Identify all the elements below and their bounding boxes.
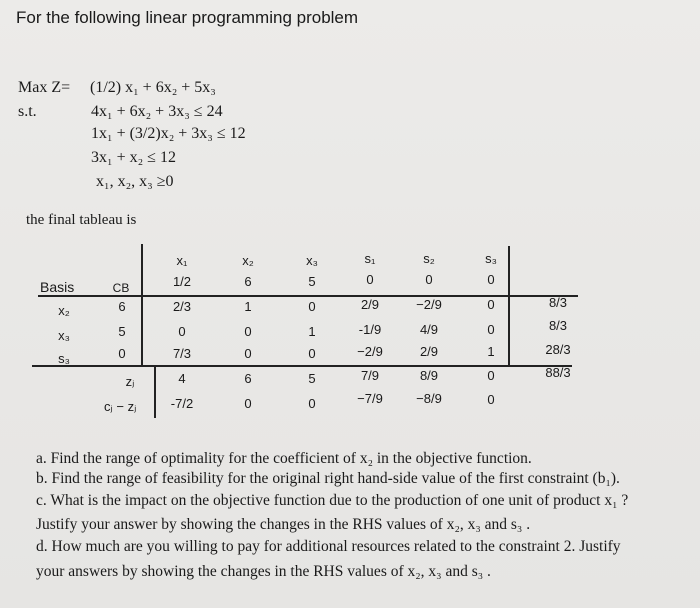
- row2-s1: -1/9: [358, 322, 382, 337]
- zj-s1: 7/9: [360, 368, 380, 383]
- row2-cb: 5: [118, 324, 126, 339]
- row3-cb: 0: [118, 346, 126, 361]
- header-x1: x₁: [176, 253, 188, 268]
- row1-s3: 0: [487, 297, 495, 312]
- row3-basis: s₃: [58, 351, 70, 366]
- row2-rhs: 8/3: [548, 318, 568, 333]
- row1-s2: −2/9: [416, 297, 442, 312]
- row1-s1: 2/9: [360, 297, 380, 312]
- zj-x1: 4: [178, 371, 186, 386]
- basis-header: Basis: [40, 279, 75, 295]
- row1-basis: x₂: [58, 303, 70, 318]
- cjzj-x2: 0: [244, 396, 252, 411]
- row1-rhs: 8/3: [548, 295, 568, 310]
- row3-s2: 2/9: [419, 344, 439, 359]
- row2-x2: 0: [244, 324, 252, 339]
- zj-s2: 8/9: [419, 368, 439, 383]
- row2-x3: 1: [308, 324, 316, 339]
- header-x3: x₃: [306, 253, 318, 268]
- cjzj-s2: −8/9: [416, 391, 442, 406]
- header-s3: s₃: [485, 251, 497, 266]
- cjzj-x1: -7/2: [170, 396, 194, 411]
- row3-s3: 1: [487, 344, 495, 359]
- row3-x3: 0: [308, 346, 316, 361]
- tableau-body-rule: [32, 365, 572, 367]
- row1-x2: 1: [244, 299, 252, 314]
- row2-x1: 0: [178, 324, 186, 339]
- cj-x2: 6: [244, 274, 252, 289]
- zj-x3: 5: [308, 371, 316, 386]
- question-b: b. Find the range of feasibility for the original right hand-side value of the first constraint (b₁).: [36, 470, 620, 487]
- constraint-2: 1x₁ + (3/2)x₂ + 3x₃ ≤ 12: [91, 125, 246, 142]
- question-c-line1: c. What is the impact on the objective function due to the production of one unit of product x₁ ?: [36, 492, 629, 509]
- row1-x3: 0: [308, 299, 316, 314]
- row3-s1: −2/9: [357, 344, 383, 359]
- cj-x1: 1/2: [172, 274, 192, 289]
- cjzj-s1: −7/9: [357, 391, 383, 406]
- subject-to-label: s.t.: [18, 103, 37, 120]
- zj-label: zⱼ: [125, 374, 135, 389]
- problem-heading: For the following linear programming problem: [16, 8, 359, 27]
- row3-x1: 7/3: [172, 346, 192, 361]
- row3-rhs: 28/3: [545, 342, 571, 357]
- question-d-line1: d. How much are you willing to pay for additional resources related to the constraint 2. Justify: [36, 538, 621, 555]
- row2-s3: 0: [487, 322, 495, 337]
- question-a: a. Find the range of optimality for the coefficient of x₂ in the objective function.: [36, 450, 532, 467]
- cj-minus-zj-label: cⱼ − zⱼ: [104, 399, 137, 414]
- cj-x3: 5: [308, 274, 316, 289]
- row2-basis: x₃: [58, 328, 70, 343]
- cj-s1: 0: [366, 272, 374, 287]
- cjzj-x3: 0: [308, 396, 316, 411]
- header-s1: s₁: [364, 251, 376, 266]
- constraint-1: 4x₁ + 6x₂ + 3x₃ ≤ 24: [91, 103, 223, 120]
- objective-function: (1/2) x₁ + 6x₂ + 5x₃: [90, 79, 216, 96]
- row3-x2: 0: [244, 346, 252, 361]
- question-c-line2: Justify your answer by showing the changes in the RHS values of x₂, x₃ and s₃ .: [36, 516, 531, 533]
- nonnegativity-constraint: x₁, x₂, x₃ ≥0: [96, 173, 174, 190]
- zj-s3: 0: [487, 368, 495, 383]
- header-x2: x₂: [242, 253, 254, 268]
- tableau-label: the final tableau is: [26, 212, 137, 228]
- row2-s2: 4/9: [419, 322, 439, 337]
- row1-cb: 6: [118, 299, 126, 314]
- row1-x1: 2/3: [172, 299, 192, 314]
- cj-s3: 0: [487, 272, 495, 287]
- question-d-line2: your answers by showing the changes in the RHS values of x₂, x₃ and s₃ .: [36, 563, 491, 580]
- cj-s2: 0: [425, 272, 433, 287]
- cjzj-s3: 0: [487, 392, 495, 407]
- header-s2: s₂: [423, 251, 435, 266]
- zj-rhs: 88/3: [545, 365, 571, 380]
- constraint-3: 3x₁ + x₂ ≤ 12: [91, 149, 176, 166]
- max-label: Max Z=: [18, 79, 71, 96]
- cb-header: CB: [112, 281, 130, 295]
- zj-x2: 6: [244, 371, 252, 386]
- tableau-bottom-divider: [154, 366, 156, 418]
